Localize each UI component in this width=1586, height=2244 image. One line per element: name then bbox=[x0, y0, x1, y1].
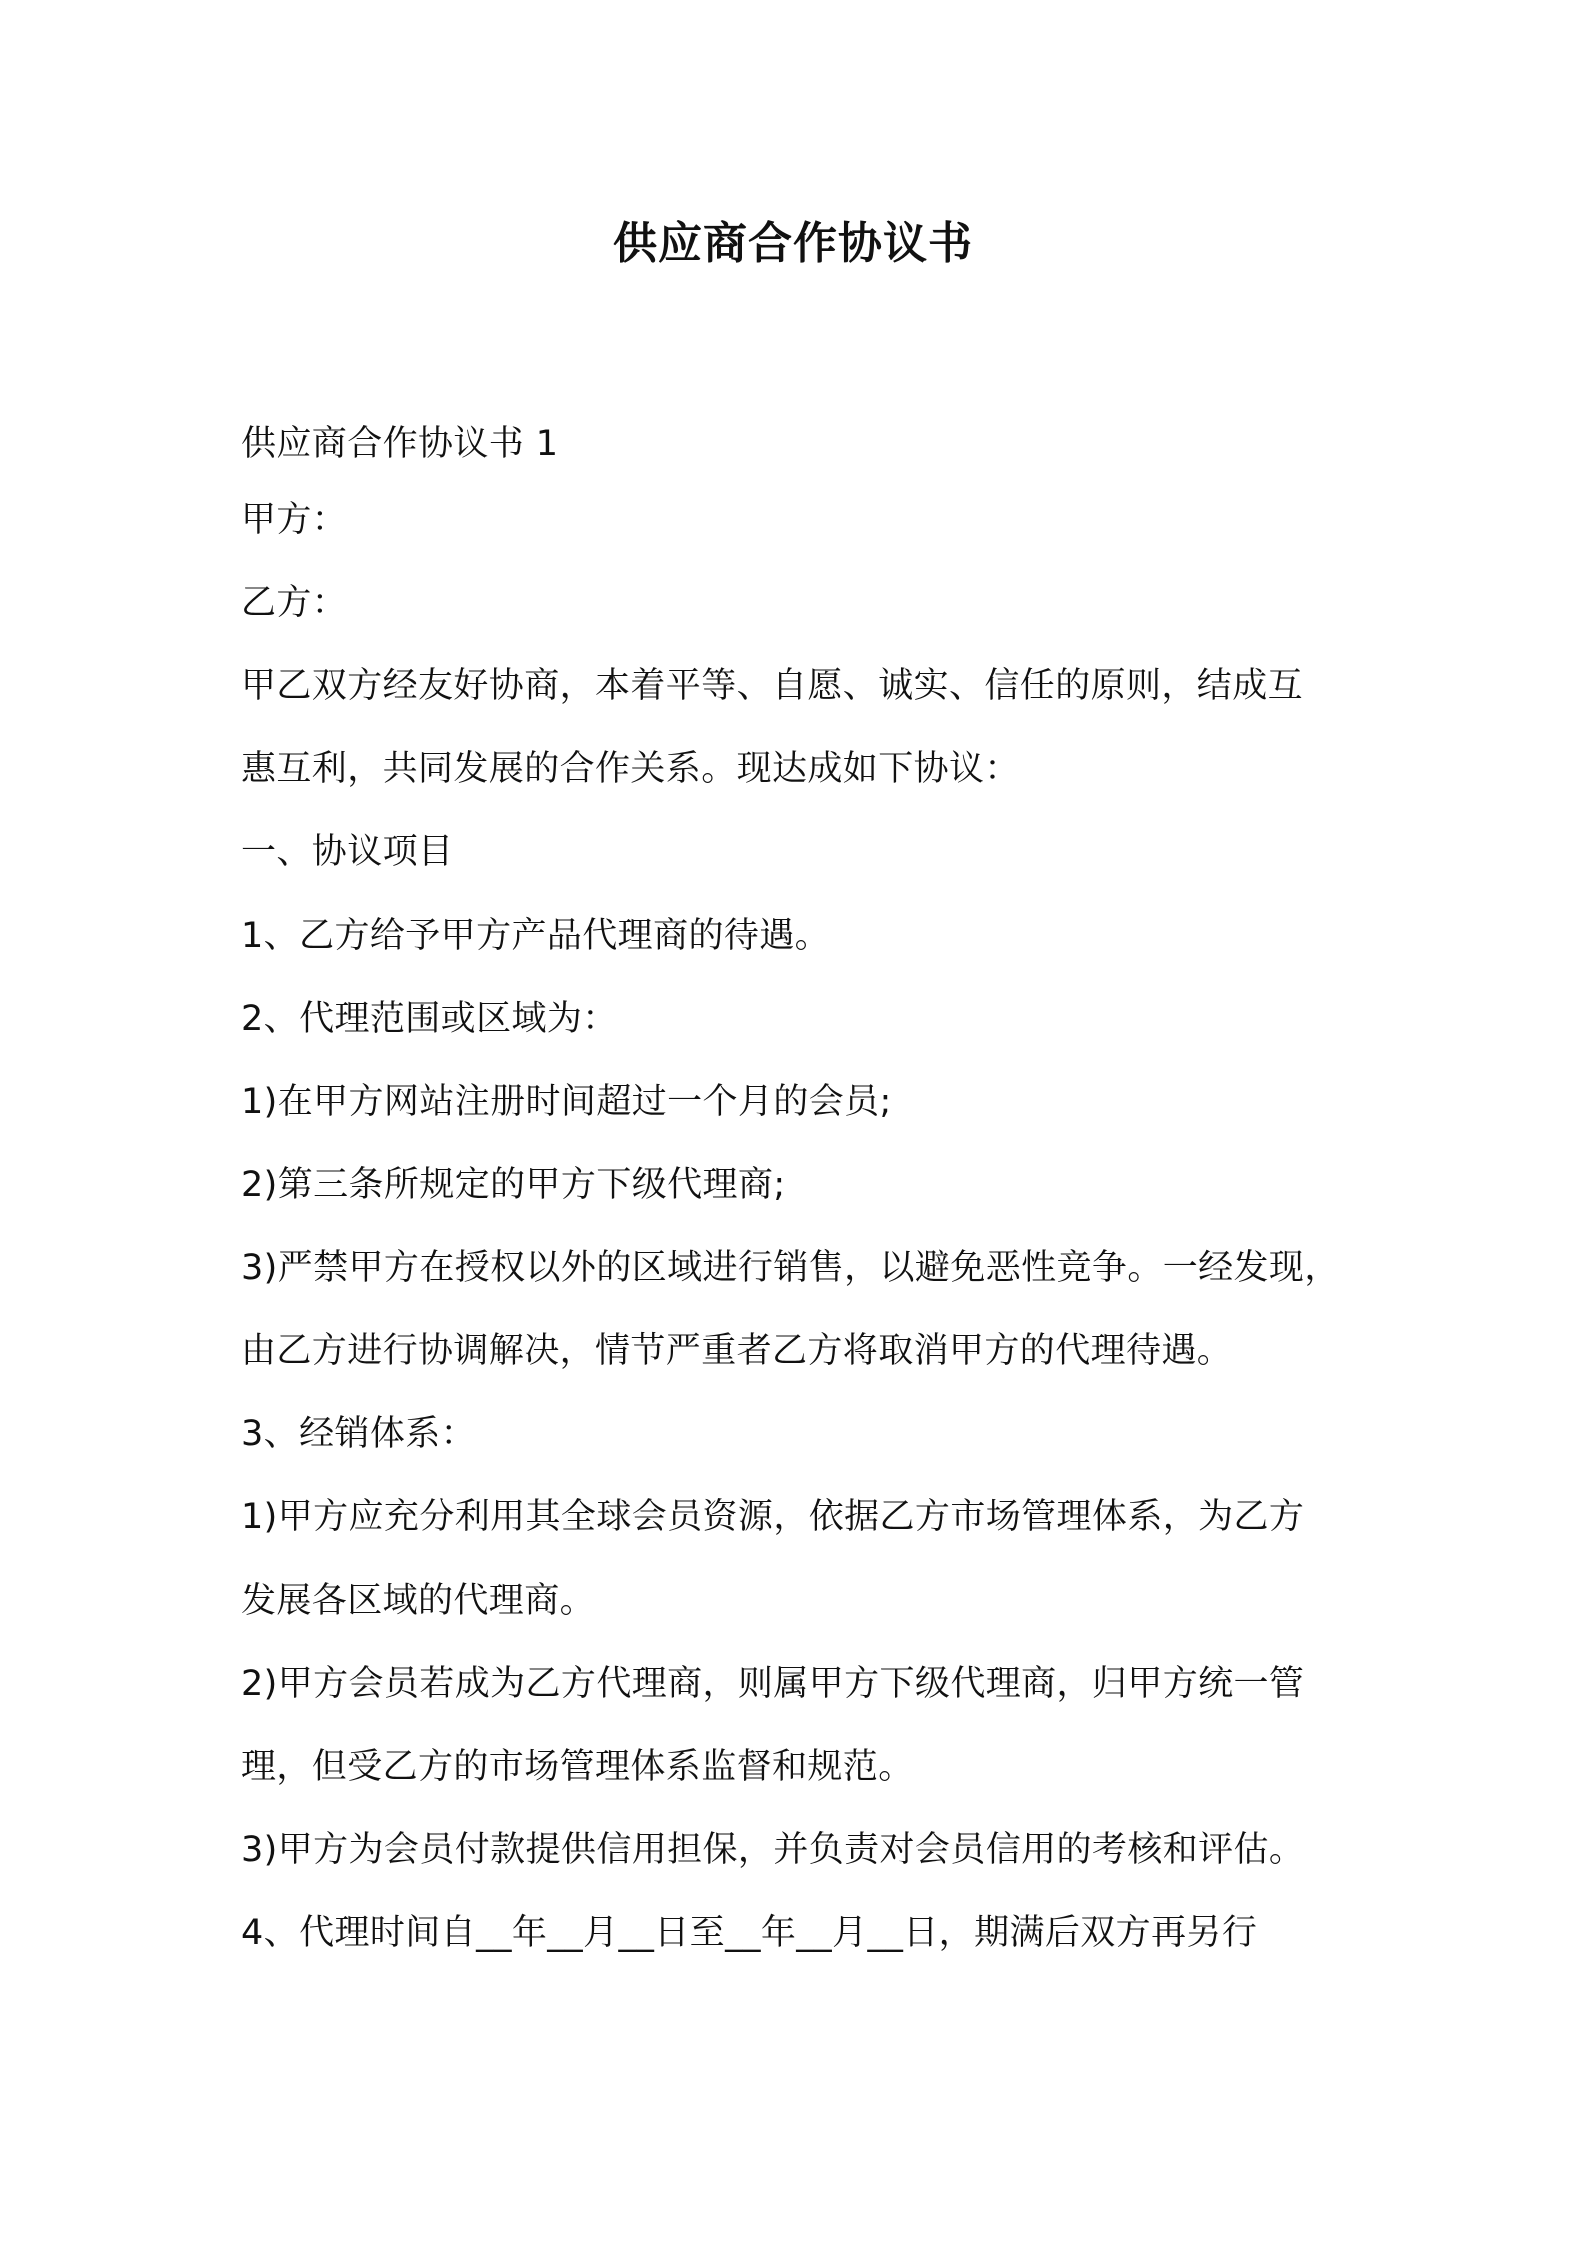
clause-line: 1)甲方应充分利用其全球会员资源，依据乙方市场管理体系，为乙方 bbox=[241, 1497, 1305, 1537]
clause-line: 2)甲方会员若成为乙方代理商，则属甲方下级代理商，归甲方统一管 bbox=[241, 1664, 1305, 1704]
party-a-line: 甲方： bbox=[241, 500, 348, 540]
clause-line: 1、乙方给予甲方产品代理商的待遇。 bbox=[241, 916, 831, 956]
clause-line: 理，但受乙方的市场管理体系监督和规范。 bbox=[241, 1747, 914, 1787]
clause-line: 2)第三条所规定的甲方下级代理商; bbox=[241, 1165, 786, 1205]
clause-line: 3、经销体系： bbox=[241, 1414, 477, 1454]
clause-line: 1)在甲方网站注册时间超过一个月的会员; bbox=[241, 1082, 892, 1122]
paragraph-line: 惠互利，共同发展的合作关系。现达成如下协议： bbox=[241, 749, 1020, 789]
paragraph-line: 甲乙双方经友好协商，本着平等、自愿、诚实、信任的原则，结成互 bbox=[241, 666, 1304, 706]
party-b-line: 乙方： bbox=[241, 583, 348, 623]
document-title: 供应商合作协议书 bbox=[613, 218, 973, 269]
subtitle-line: 供应商合作协议书 1 bbox=[241, 424, 559, 464]
clause-line: 3)严禁甲方在授权以外的区域进行销售，以避免恶性竞争。一经发现， bbox=[241, 1248, 1340, 1288]
clause-line: 4、代理时间自__年__月__日至__年__月__日，期满后双方再另行 bbox=[241, 1913, 1258, 1953]
section-heading: 一、协议项目 bbox=[241, 832, 454, 872]
clause-line: 由乙方进行协调解决，情节严重者乙方将取消甲方的代理待遇。 bbox=[241, 1331, 1233, 1371]
clause-line: 发展各区域的代理商。 bbox=[241, 1581, 596, 1621]
clause-line: 3)甲方为会员付款提供信用担保，并负责对会员信用的考核和评估。 bbox=[241, 1830, 1305, 1870]
clause-line: 2、代理范围或区域为： bbox=[241, 999, 618, 1039]
